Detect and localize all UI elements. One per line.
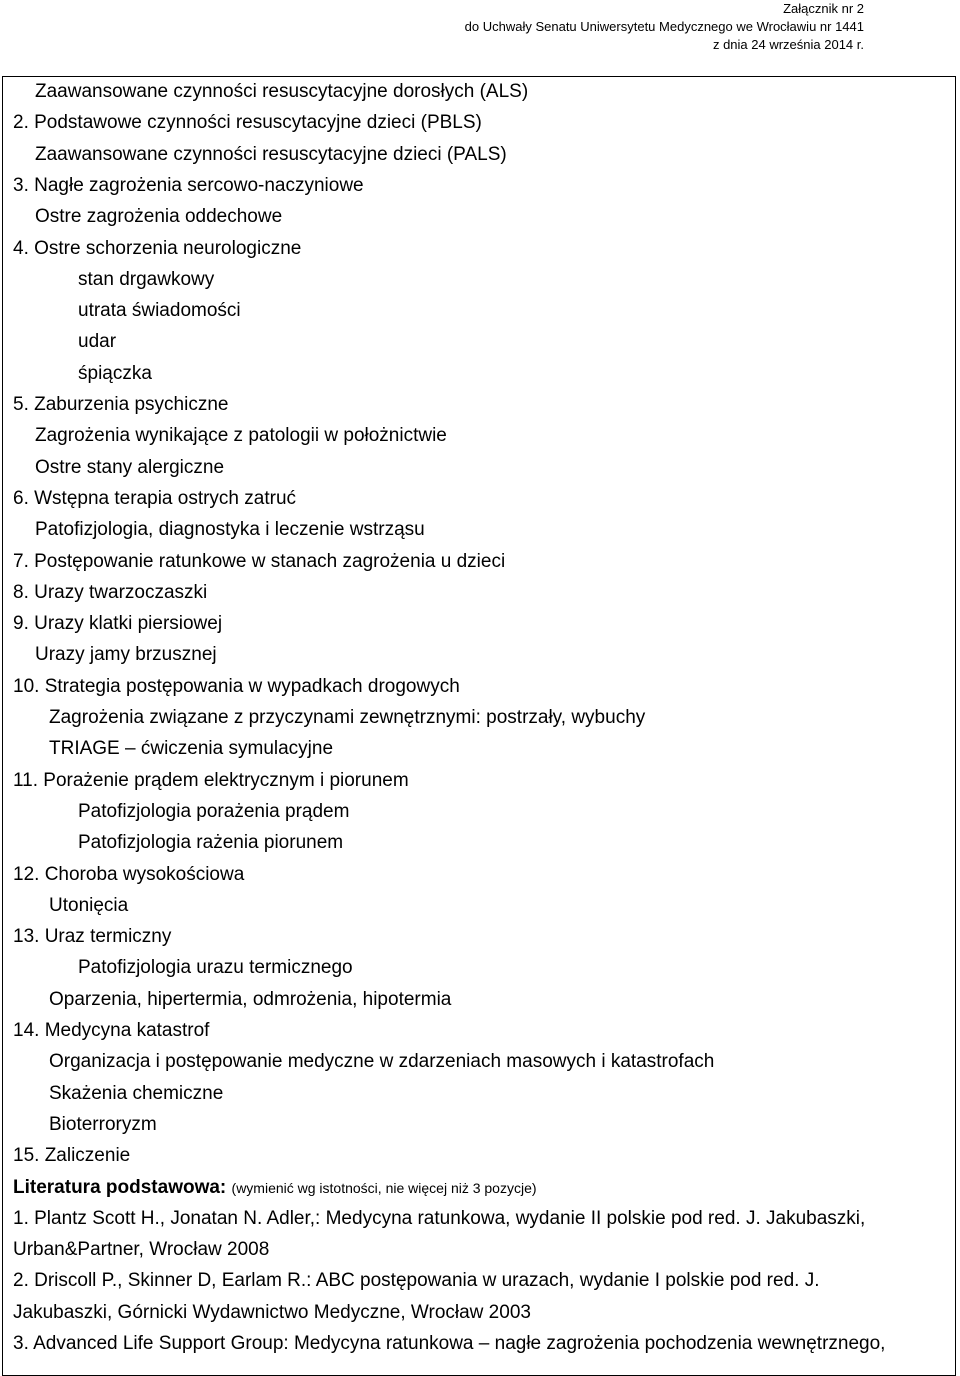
literature-title: Literatura podstawowa: <box>13 1176 227 1198</box>
curriculum-item: Skażenia chemiczne <box>49 1082 224 1104</box>
curriculum-item: Ostre stany alergiczne <box>35 456 225 478</box>
literature-heading <box>13 1176 537 1200</box>
curriculum-item: TRIAGE – ćwiczenia symulacyjne <box>49 738 334 760</box>
curriculum-item: Patofizjologia porażenia prądem <box>78 800 350 822</box>
literature-item: 1. Plantz Scott H., Jonatan N. Adler,: Medycyna ratunkowa, wydanie II polskie pod red. J. Jakubaszki, <box>13 1207 866 1229</box>
curriculum-item: 11. Porażenie prądem elektrycznym i piorunem <box>13 769 409 791</box>
curriculum-item: 10. Strategia postępowania w wypadkach drogowych <box>13 675 460 697</box>
curriculum-item: 8. Urazy twarzoczaszki <box>13 581 208 603</box>
curriculum-item: stan drgawkowy <box>78 268 215 290</box>
curriculum-item: utrata świadomości <box>78 300 241 322</box>
literature-item: 3. Advanced Life Support Group: Medycyna ratunkowa – nagłe zagrożenia pochodzenia wewnętrznego, <box>13 1333 886 1354</box>
curriculum-item: 14. Medycyna katastrof <box>13 1020 210 1041</box>
header-resolution: do Uchwały Senatu Uniwersytetu Medycznego we Wrocławiu nr 1441 <box>464 19 864 34</box>
curriculum-box <box>2 76 956 1376</box>
curriculum-item: Utonięcia <box>49 894 129 916</box>
curriculum-item: 9. Urazy klatki piersiowej <box>13 613 223 635</box>
curriculum-item: Oparzenia, hipertermia, odmrożenia, hipotermia <box>49 988 452 1010</box>
curriculum-item: 13. Uraz termiczny <box>13 926 172 948</box>
curriculum-item: Zagrożenia wynikające z patologii w położnictwie <box>35 425 447 447</box>
curriculum-item: Organizacja i postępowanie medyczne w zdarzeniach masowych i katastrofach <box>49 1051 715 1073</box>
curriculum-item: 7. Postępowanie ratunkowe w stanach zagrożenia u dzieci <box>13 550 506 572</box>
literature-note: (wymienić wg istotności, nie więcej niż 3 pozycje) <box>231 1179 537 1196</box>
literature-item: Urban&Partner, Wrocław 2008 <box>13 1239 270 1261</box>
curriculum-item: 4. Ostre schorzenia neurologiczne <box>13 237 302 259</box>
header-date: z dnia 24 września 2014 r. <box>712 37 864 52</box>
curriculum-item: 15. Zaliczenie <box>13 1145 131 1167</box>
curriculum-item: 6. Wstępna terapia ostrych zatruć <box>13 487 297 509</box>
curriculum-item: udar <box>78 331 117 353</box>
curriculum-item: Patofizjologia rażenia piorunem <box>78 832 344 854</box>
curriculum-item: Patofizjologia urazu termicznego <box>78 957 353 979</box>
curriculum-item: Patofizjologia, diagnostyka i leczenie wstrząsu <box>35 519 425 541</box>
document-header <box>465 0 864 54</box>
curriculum-item: 5. Zaburzenia psychiczne <box>13 394 229 415</box>
curriculum-item: 2. Podstawowe czynności resuscytacyjne dzieci (PBLS) <box>13 112 482 134</box>
curriculum-item: Zaawansowane czynności resuscytacyjne dzieci (PALS) <box>35 143 507 165</box>
curriculum-item: 3. Nagłe zagrożenia sercowo-naczyniowe <box>13 174 364 196</box>
header-annex-number: Załącznik nr 2 <box>783 1 864 16</box>
curriculum-item: 12. Choroba wysokościowa <box>13 863 245 885</box>
curriculum-item: Zagrożenia związane z przyczynami zewnętrznymi: postrzały, wybuchy <box>49 707 646 728</box>
curriculum-item: Ostre zagrożenia oddechowe <box>35 206 283 228</box>
curriculum-item: Zaawansowane czynności resuscytacyjne dorosłych (ALS) <box>35 81 529 102</box>
curriculum-item: śpiączka <box>78 362 152 384</box>
curriculum-item: Urazy jamy brzusznej <box>35 644 217 666</box>
literature-item: 2. Driscoll P., Skinner D, Earlam R.: ABC postępowania w urazach, wydanie I polskie pod red. J. <box>13 1270 820 1292</box>
curriculum-item: Bioterroryzm <box>49 1113 157 1135</box>
literature-item: Jakubaszki, Górnicki Wydawnictwo Medyczne, Wrocław 2003 <box>13 1301 531 1323</box>
